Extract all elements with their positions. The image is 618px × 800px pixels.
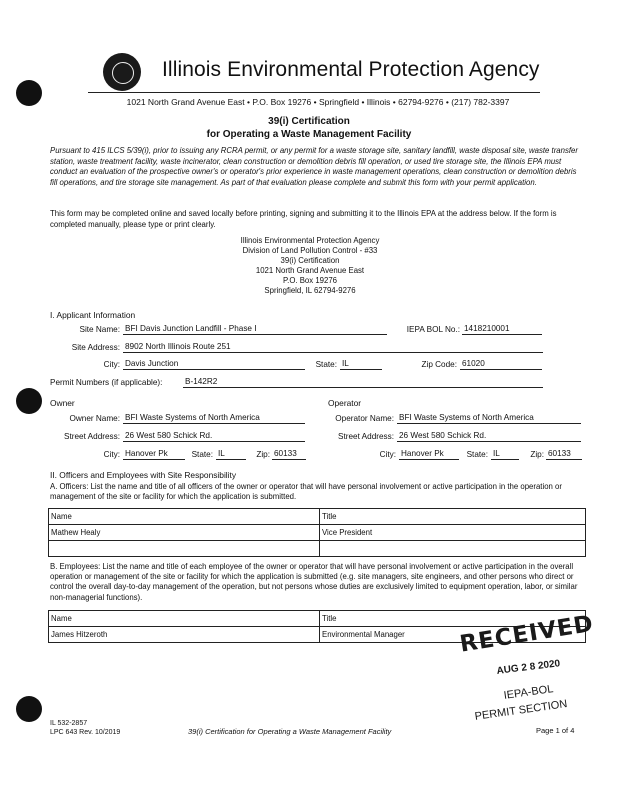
site-name-field[interactable]: BFI Davis Junction Landfill - Phase I (123, 323, 387, 335)
mailing-line: 39(i) Certification (280, 256, 340, 265)
title-column-header: Title (320, 509, 586, 525)
bol-number-field[interactable]: 1418210001 (462, 323, 542, 335)
mailing-line: P.O. Box 19276 (282, 276, 338, 285)
stamp-section: PERMIT SECTION (474, 698, 569, 723)
city-label: City: (103, 360, 120, 369)
punch-hole-1 (16, 80, 42, 106)
officer-title-cell[interactable]: Vice President (320, 525, 586, 541)
operator-state-label: State: (466, 450, 488, 459)
owner-zip-field[interactable]: 60133 (272, 448, 306, 460)
footer-form-number: LPC 643 Rev. 10/2019 (50, 729, 121, 736)
permit-numbers-label: Permit Numbers (if applicable): (50, 378, 163, 387)
illinois-seal-icon (103, 53, 141, 91)
owner-name-field[interactable]: BFI Waste Systems of North America (123, 412, 305, 424)
owner-state-field[interactable]: IL (216, 448, 246, 460)
name-column-header: Name (49, 611, 320, 627)
officer-name-cell[interactable] (49, 541, 320, 557)
bol-label: IEPA BOL No.: (406, 325, 460, 334)
punch-hole-2 (16, 388, 42, 414)
operator-city-field[interactable]: Hanover Pk (399, 448, 459, 460)
table-row (49, 525, 586, 541)
footer-code: IL 532-2857 (50, 720, 88, 727)
owner-street-field[interactable]: 26 West 580 Schick Rd. (123, 430, 305, 442)
owner-city-label: City: (103, 450, 120, 459)
punch-hole-3 (16, 696, 42, 722)
employees-instructions: B. Employees: List the name and title of each employee of the owner or operator that will have personal involvement or active participation in the overall operation or management of the site or facility for which the application is submitted (e.g. site managers, site engineers, and other persons who direct or control the overall day-to-day management of the operation, but not persons whose duties are exclusively limited to equipment operation, labor, or similar non-managerial functions). (50, 562, 578, 602)
owner-state-label: State: (191, 450, 213, 459)
officers-instructions: A. Officers: List the name and title of all officers of the owner or operator that will have personal involvement or active participation in the operation or management of the site or facility for which the application is submitted. (50, 482, 562, 502)
header-divider (88, 92, 540, 93)
owner-heading: Owner (50, 398, 75, 408)
operator-name-field[interactable]: BFI Waste Systems of North America (397, 412, 581, 424)
operator-city-label: City: (379, 450, 396, 459)
received-stamp: RECEIVED (458, 610, 596, 658)
form-subtitle: for Operating a Waste Management Facility (206, 129, 412, 140)
received-date: AUG 2 8 2020 (496, 658, 561, 677)
employee-title-cell[interactable]: Environmental Manager (320, 627, 586, 643)
state-label: State: (315, 360, 337, 369)
site-name-label: Site Name: (79, 325, 120, 334)
operator-name-label: Operator Name: (335, 414, 394, 423)
officers-heading: II. Officers and Employees with Site Responsibility (50, 470, 237, 480)
owner-zip-label: Zip: (256, 450, 270, 459)
site-address-label: Site Address: (71, 343, 120, 352)
name-column-header: Name (49, 509, 320, 525)
operator-street-label: Street Address: (338, 432, 394, 441)
owner-city-field[interactable]: Hanover Pk (123, 448, 185, 460)
officers-table (48, 508, 586, 557)
mailing-line: Springfield, IL 62794-9276 (264, 286, 356, 295)
table-header-row (49, 509, 586, 525)
operator-zip-label: Zip: (530, 450, 544, 459)
agency-name: Illinois Environmental Protection Agency (162, 58, 540, 81)
state-field[interactable]: IL (340, 358, 382, 370)
officer-title-cell[interactable] (320, 541, 586, 557)
agency-address: 1021 North Grand Avenue East • P.O. Box 19276 • Springfield • Illinois • 62794-9276 • (217) 782-3397 (126, 97, 510, 107)
site-address-field[interactable]: 8902 North Illinois Route 251 (123, 341, 543, 353)
operator-street-field[interactable]: 26 West 580 Schick Rd. (397, 430, 581, 442)
zip-code-field[interactable]: 61020 (460, 358, 542, 370)
title-column-header: Title (320, 611, 586, 627)
operator-state-field[interactable]: IL (491, 448, 519, 460)
owner-name-label: Owner Name: (69, 414, 120, 423)
zip-code-label: Zip Code: (421, 360, 457, 369)
operator-zip-field[interactable]: 60133 (546, 448, 582, 460)
applicant-heading: I. Applicant Information (50, 310, 136, 320)
mailing-line: Division of Land Pollution Control - #33 (242, 246, 378, 255)
mailing-line: 1021 North Grand Avenue East (255, 266, 365, 275)
stamp-department: IEPA-BOL (503, 683, 555, 702)
intro-paragraph: Pursuant to 415 ILCS 5/39(i), prior to issuing any RCRA permit, or any permit for a waste storage site, sanitary landfill, waste disposal site, waste transfer station, waste treatment facility, waste incinerator, clean construction or demolition debris fill operation, or used tire storage site, the Illinois EPA must conduct an evaluation of the prospective owner's or operator's prior experience in waste management operations, clean construction or demolition debris fill operations, and tire storage site management. As part of that evaluation please complete and submit this form with your permit application. (50, 146, 578, 187)
mailing-line: Illinois Environmental Protection Agency (240, 236, 380, 245)
officer-name-cell[interactable]: Mathew Healy (49, 525, 320, 541)
form-title: 39(i) Certification (268, 116, 350, 127)
footer-title: 39(i) Certification for Operating a Waste Management Facility (188, 727, 392, 736)
employee-name-cell[interactable]: James Hitzeroth (49, 627, 320, 643)
table-row (49, 541, 586, 557)
operator-heading: Operator (328, 398, 362, 408)
instructions-paragraph: This form may be completed online and saved locally before printing, signing and submitting it to the Illinois EPA at the address below. If the form is completed manually, please type or print clearly. (50, 209, 557, 229)
city-field[interactable]: Davis Junction (123, 358, 305, 370)
owner-street-label: Street Address: (64, 432, 120, 441)
permit-numbers-field[interactable]: B-142R2 (183, 376, 543, 388)
page-number: Page 1 of 4 (536, 726, 575, 735)
